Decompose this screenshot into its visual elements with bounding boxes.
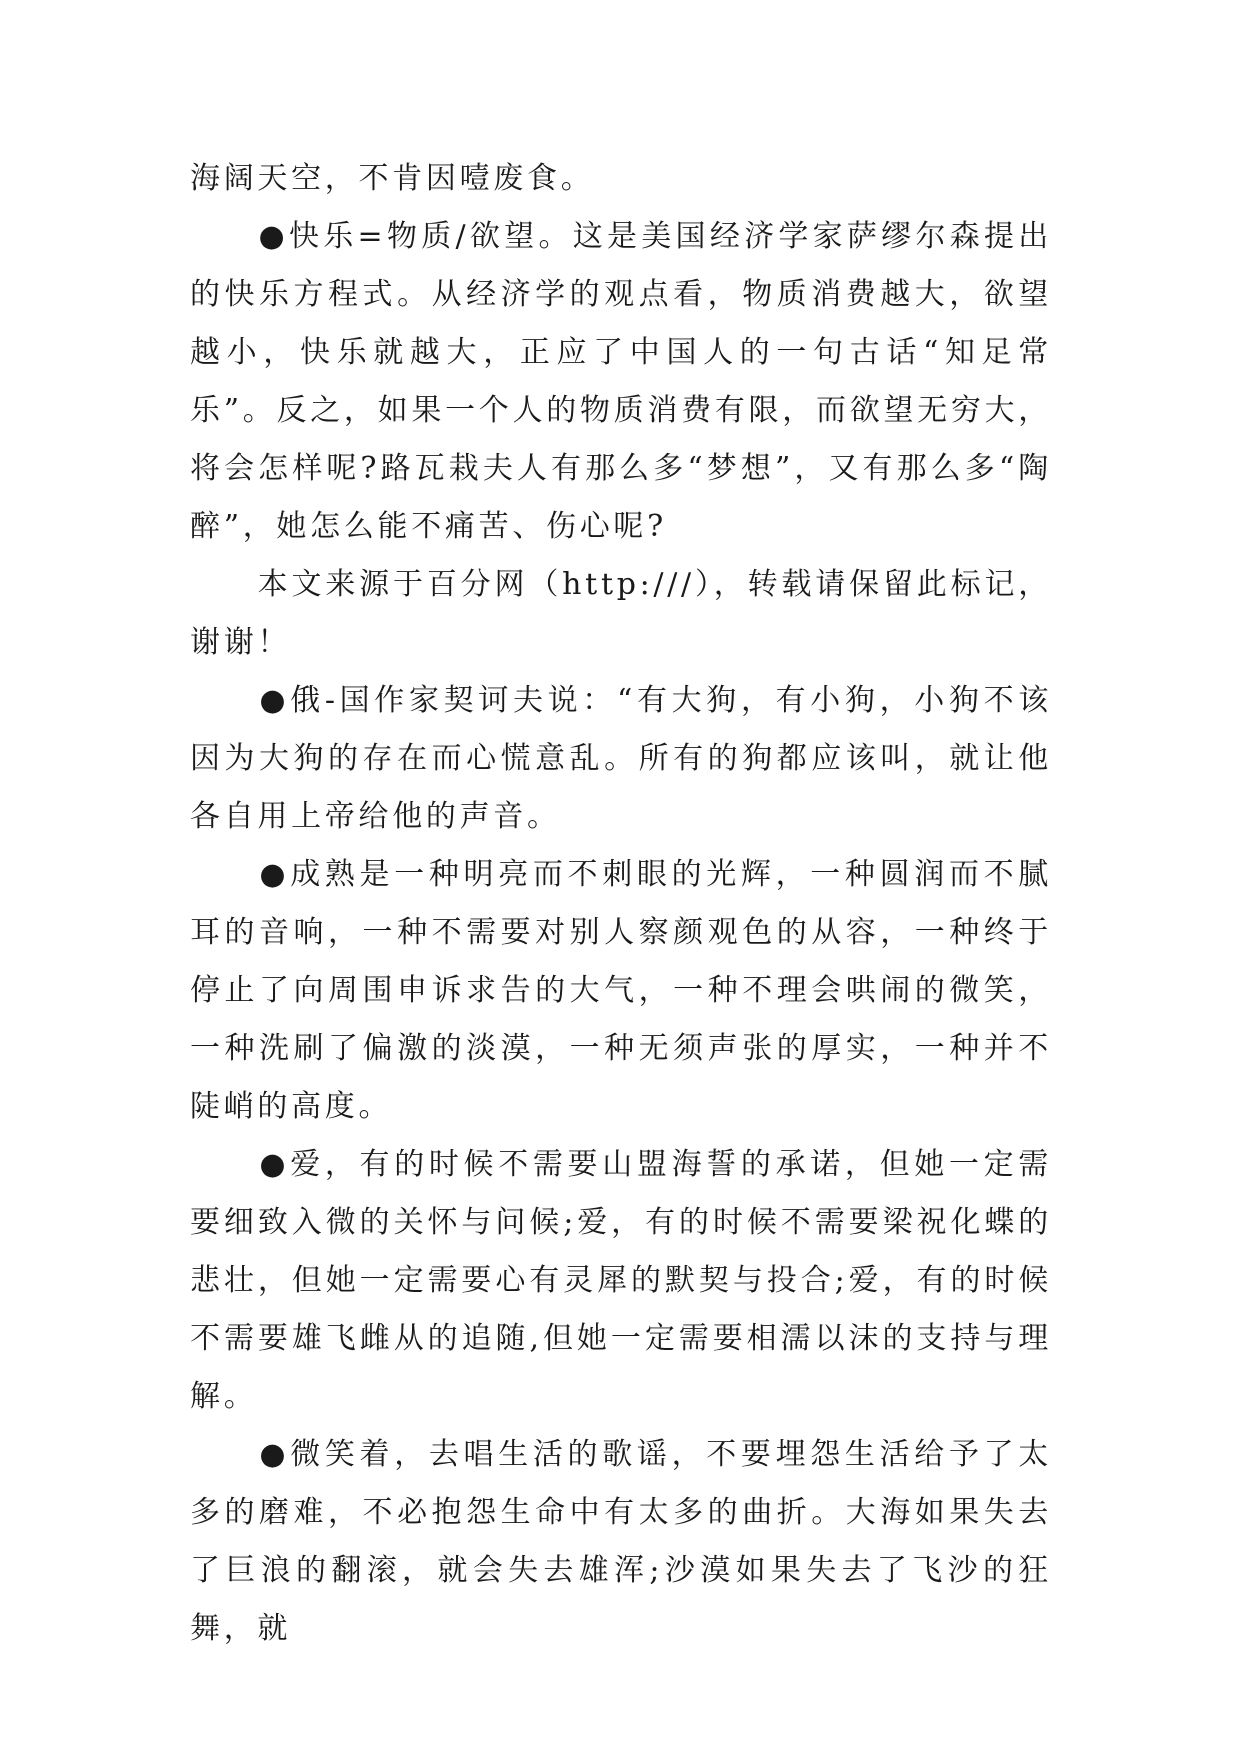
paragraph-chekhov-quote: ●俄-国作家契诃夫说：“有大狗，有小狗，小狗不该因为大狗的存在而心慌意乱。所有的狗都应该叫，就让他各自用上帝给他的声音。 [190,683,1052,834]
paragraph-continuation: 海阔天空，不肯因噎废食。 [190,161,595,196]
paragraph-smile: ●微笑着，去唱生活的歌谣，不要埋怨生活给予了太多的磨难，不必抱怨生命中有太多的曲折。大海如果失去了巨浪的翻滚，就会失去雄浑;沙漠如果失去了飞沙的狂舞，就 [190,1437,1052,1646]
paragraph-happiness-equation: ●快乐=物质/欲望。这是美国经济学家萨缪尔森提出的快乐方程式。从经济学的观点看，物质消费越大，欲望越小，快乐就越大，正应了中国人的一句古话“知足常乐”。反之，如果一个人的物质消费有限，而欲望无穷大，将会怎样呢?路瓦栽夫人有那么多“梦想”，又有那么多“陶醉”，她怎么能不痛苦、伤心呢? [190,219,1052,544]
paragraph-love: ●爱，有的时候不需要山盟海誓的承诺，但她一定需要细致入微的关怀与问候;爱，有的时候不需要梁祝化蝶的悲壮，但她一定需要心有灵犀的默契与投合;爱，有的时候不需要雄飞雌从的追随,但她一定需要相濡以沫的支持与理解。 [190,1147,1052,1414]
paragraph-maturity: ●成熟是一种明亮而不刺眼的光辉，一种圆润而不腻耳的音响，一种不需要对别人察颜观色的从容，一种终于停止了向周围申诉求告的大气，一种不理会哄闹的微笑，一种洗刷了偏激的淡漠，一种无须声张的厚实，一种并不陡峭的高度。 [190,857,1052,1124]
document-page [190,150,1052,1658]
paragraph-source-note: 本文来源于百分网（http:///），转载请保留此标记，谢谢！ [190,567,1052,660]
